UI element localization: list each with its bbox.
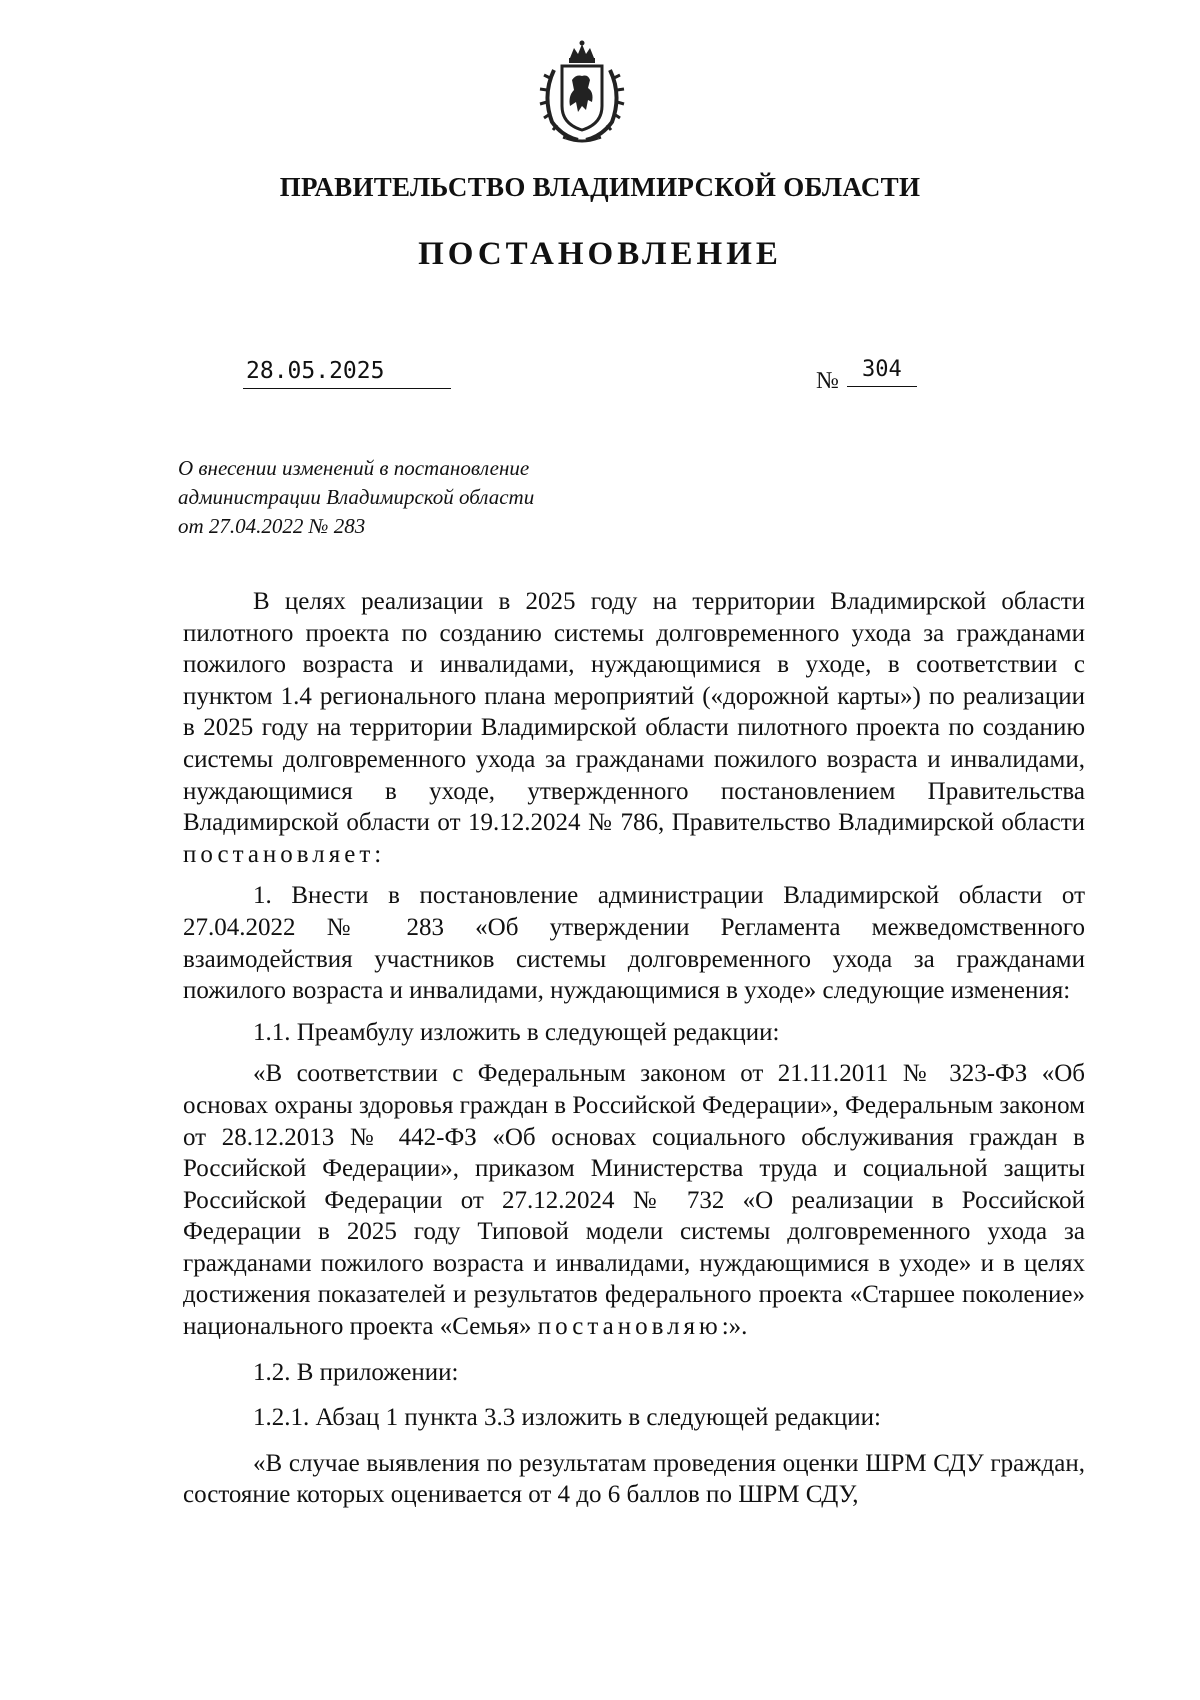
subject-line: О внесении изменений в постановление <box>178 456 530 480</box>
quote-end: :». <box>721 1313 748 1341</box>
subject-line: от 27.04.2022 № 283 <box>178 514 366 538</box>
document-type-title: ПОСТАНОВЛЕНИЕ <box>418 236 782 272</box>
document-date: 28.05.2025 <box>243 358 451 389</box>
clause-1-2-paragraph: 1.2. В приложении: <box>253 1358 459 1386</box>
preamble-text: В целях реализации в 2025 году на территории Владимирской области пилотного проекта по созданию системы долговременного ухода за гражданами пожилого возраста и инвалидами, нуждающимися в уходе, в соответствии с пунктом 1.4 регионального плана мероприятий («дорожной карты») по реализации в 2025 году на территории Владимирской области пилотного проекта по созданию системы долговременного ухода за гражданами пожилого возраста и инвалидами, нуждающимися в уходе, утвержденного постановлением Правительства Владимирской области от 19.12.2024 № 786, Правительство Владимирской области <box>183 588 1085 837</box>
clause-1-1-paragraph: 1.1. Преамбулу изложить в следующей редакции: <box>253 1018 780 1046</box>
document-number-block <box>816 356 917 394</box>
new-preamble-text: «В соответствии с Федеральным законом от 21.11.2011 № 323-ФЗ «Об основах охраны здоровья граждан в Российской Федерации», Федеральным законом от 28.12.2013 № 442-ФЗ «Об основах социального обслуживания граждан в Российской Федерации», приказом Министерства труда и социальной защиты Российской Федерации от 27.12.2024 № 732 «О реализации в Российской Федерации в 2025 году Типовой модели системы долговременного ухода за гражданами пожилого возраста и инвалидами, нуждающимися в уходе» и в целях достижения показателей и результатов федерального проекта «Старшее поколение» национального проекта «Семья» <box>183 1060 1085 1341</box>
number-sign: № <box>816 368 839 394</box>
preamble-paragraph <box>183 586 1085 870</box>
resolution-word: постановляю <box>537 1313 722 1341</box>
clause-1-paragraph: 1. Внести в постановление администрации Владимирской области от 27.04.2022 № 283 «Об утверждении Регламента межведомственного взаимодействия участников системы долговременного ухода за гражданами пожилого возраста и инвалидами, нуждающимися в уходе» следующие изменения: <box>183 882 1085 1005</box>
resolution-word: постановляет: <box>183 840 386 868</box>
document-subject <box>178 454 658 541</box>
clause-1-2-1-paragraph: 1.2.1. Абзац 1 пункта 3.3 изложить в следующей редакции: <box>253 1404 881 1432</box>
new-preamble-paragraph <box>183 1058 1085 1342</box>
document-body <box>183 586 1085 1511</box>
organization-title: ПРАВИТЕЛЬСТВО ВЛАДИМИРСКОЙ ОБЛАСТИ <box>279 172 921 202</box>
subject-line: администрации Владимирской области <box>178 485 535 509</box>
document-number: 304 <box>847 357 917 387</box>
coat-of-arms-icon <box>532 40 632 146</box>
new-paragraph-text: «В случае выявления по результатам проведения оценки ШРМ СДУ граждан, состояние которых оценивается от 4 до 6 баллов по ШРМ СДУ, <box>183 1449 1085 1509</box>
